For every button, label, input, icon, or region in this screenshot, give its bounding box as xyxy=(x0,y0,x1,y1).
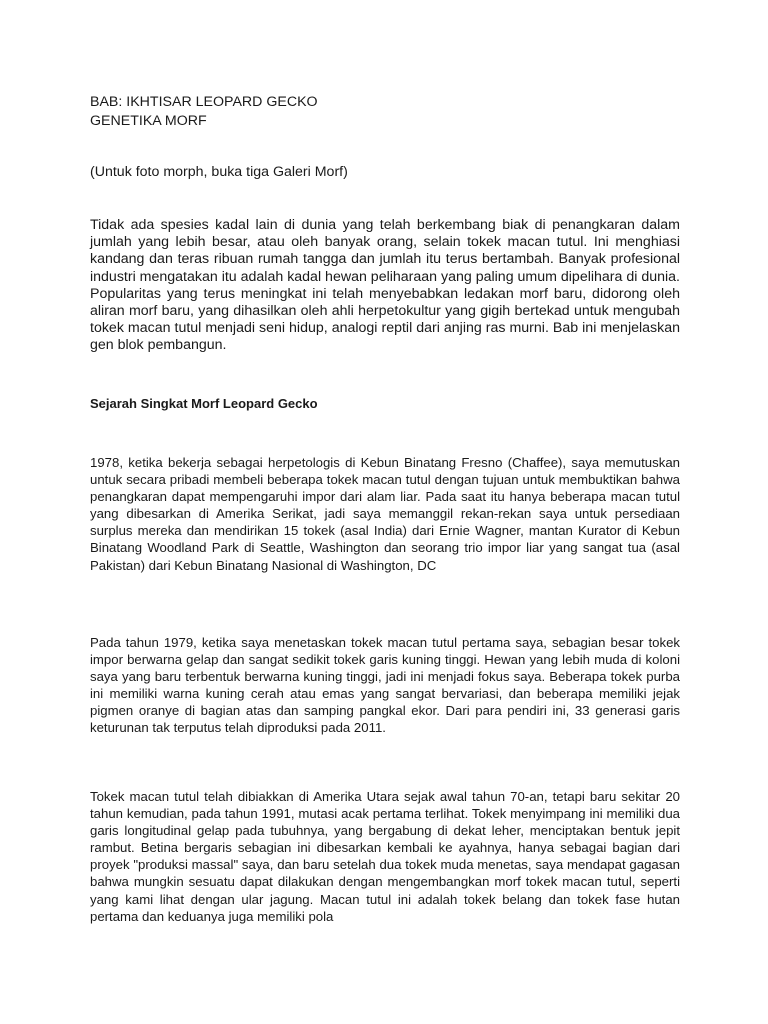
paragraph-1979: Pada tahun 1979, ketika saya menetaskan tokek macan tutul pertama saya, sebagian besar tokek impor berwarna gelap dan sangat sedikit tokek garis kuning tinggi. Hewan yang lebih muda di koloni saya yang baru terbentuk berwarna kuning tinggi, jadi ini menjadi fokus saya. Beberapa tokek purba ini memiliki warna kuning cerah atau emas yang sangat bervariasi, dan beberapa memiliki jejak pigmen oranye di bagian atas dan samping pangkal ekor. Dari para pendiri ini, 33 generasi garis keturunan tak terputus telah diproduksi pada 2011. xyxy=(90,635,680,736)
intro-paragraph: Tidak ada spesies kadal lain di dunia yang telah berkembang biak di penangkaran dalam jumlah yang lebih besar, atau oleh banyak orang, selain tokek macan tutul. Ini menghiasi kandang dan teras ribuan rumah tangga dan jumlah itu terus bertambah. Banyak profesional industri mengatakan itu adalah kadal hewan peliharaan yang paling umum dipelihara di dunia. Popularitas yang terus meningkat ini telah menyebabkan ledakan morf baru, didorong oleh aliran morf baru, yang dihasilkan oleh ahli herpetokultur yang gigih bertekad untuk mengubah tokek macan tutul menjadi seni hidup, analogi reptil dari anjing ras murni. Bab ini menjelaskan gen blok pembangun. xyxy=(90,217,680,354)
document-title-line-2: GENETIKA MORF xyxy=(90,113,207,129)
section-heading: Sejarah Singkat Morf Leopard Gecko xyxy=(90,396,318,411)
gallery-note: (Untuk foto morph, buka tiga Galeri Morf) xyxy=(90,164,348,180)
paragraph-1978: 1978, ketika bekerja sebagai herpetologis di Kebun Binatang Fresno (Chaffee), saya memutuskan untuk secara pribadi membeli beberapa tokek macan tutul dengan tujuan untuk membuktikan bahwa penangkaran dapat mempengaruhi impor dari alam liar. Pada saat itu hanya beberapa macan tutul yang dibesarkan di Amerika Serikat, jadi saya memanggil rekan-rekan saya untuk persediaan surplus mereka dan mendirikan 15 tokek (asal India) dari Ernie Wagner, mantan Kurator di Kebun Binatang Woodland Park di Seattle, Washington dan seorang trio impor liar yang sangat tua (asal Pakistan) dari Kebun Binatang Nasional di Washington, DC xyxy=(90,455,680,573)
document-title-line-1: BAB: IKHTISAR LEOPARD GECKO xyxy=(90,94,318,110)
paragraph-1991: Tokek macan tutul telah dibiakkan di Amerika Utara sejak awal tahun 70-an, tetapi baru sekitar 20 tahun kemudian, pada tahun 1991, mutasi acak pertama terlihat. Tokek menyimpang ini memiliki dua garis longitudinal gelap pada tubuhnya, yang bergabung di dekat leher, menciptakan bentuk jepit rambut. Betina bergaris sebagian ini dibesarkan kembali ke ayahnya, hanya sebagai bagian dari proyek "produksi massal" saya, dan baru setelah dua tokek muda menetas, saya mendapat gagasan bahwa mungkin sesuatu dapat dilakukan dengan mengembangkan morf tokek macan tutul, seperti yang kami lihat dengan ular jagung. Macan tutul ini adalah tokek belang dan tokek fase hutan pertama dan keduanya juga memiliki pola xyxy=(90,789,680,924)
document-page xyxy=(90,93,680,924)
